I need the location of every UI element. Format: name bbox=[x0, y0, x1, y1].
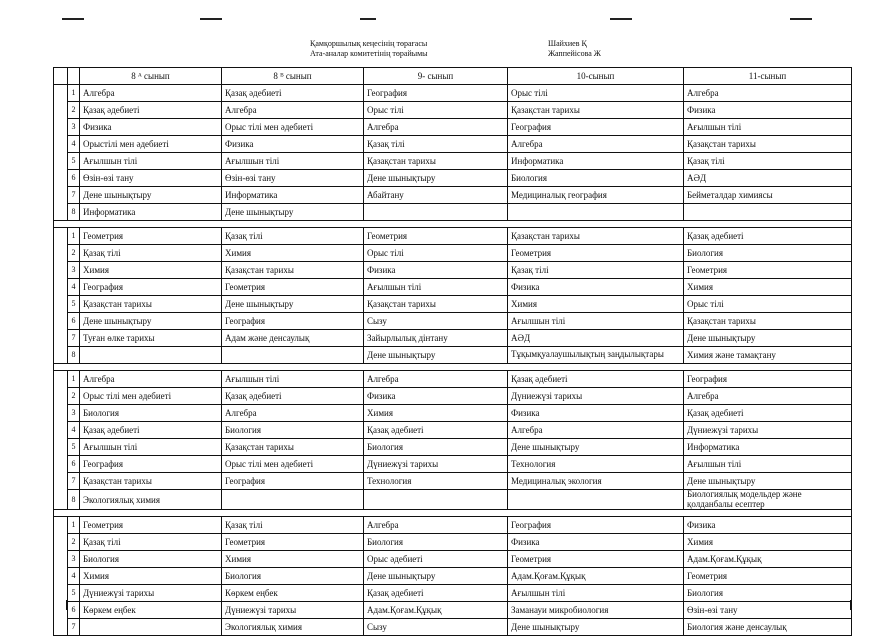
table-row bbox=[54, 422, 852, 439]
subject-cell: Орыс тілі мен әдебиеті bbox=[222, 119, 364, 136]
subject-cell: Химия bbox=[80, 262, 222, 279]
lesson-number: 4 bbox=[68, 136, 80, 153]
subject-cell: Информатика bbox=[508, 153, 684, 170]
class-header: 9- сынып bbox=[364, 68, 508, 85]
subject-cell: Орыс тілі bbox=[684, 296, 852, 313]
table-row bbox=[54, 296, 852, 313]
subject-cell: Адам.Қоғам.Құқық bbox=[684, 551, 852, 568]
subject-cell: Дене шынықтыру bbox=[80, 313, 222, 330]
schedule-table bbox=[53, 67, 852, 636]
subject-cell: АӘД bbox=[508, 330, 684, 347]
subject-cell: Орыс тілі bbox=[364, 102, 508, 119]
subject-cell: Қазақстан тарихы bbox=[684, 313, 852, 330]
subject-cell: Заманауи микробиология bbox=[508, 602, 684, 619]
lesson-number: 7 bbox=[68, 330, 80, 347]
day-cell bbox=[54, 517, 68, 636]
subject-cell: География bbox=[222, 313, 364, 330]
subject-cell: Биология bbox=[222, 568, 364, 585]
scan-mark bbox=[790, 18, 812, 20]
subject-cell: Орыс тілі мен әдебиеті bbox=[80, 388, 222, 405]
subject-cell: Қазақстан тарихы bbox=[222, 262, 364, 279]
subject-cell: География bbox=[364, 85, 508, 102]
subject-cell: Қазақстан тарихы bbox=[684, 136, 852, 153]
table-row bbox=[54, 619, 852, 636]
subject-cell: Қазақ әдебиеті bbox=[364, 422, 508, 439]
lesson-number: 7 bbox=[68, 473, 80, 490]
table-row bbox=[54, 119, 852, 136]
subject-cell: Дүниежүзі тарихы bbox=[222, 602, 364, 619]
subject-cell: Биология bbox=[80, 551, 222, 568]
subject-cell: Қазақ тілі bbox=[222, 517, 364, 534]
subject-cell: Биология bbox=[684, 245, 852, 262]
subject-cell: Ағылшын тілі bbox=[684, 456, 852, 473]
lesson-number: 5 bbox=[68, 296, 80, 313]
lesson-number: 6 bbox=[68, 313, 80, 330]
subject-cell: Дене шынықтыру bbox=[80, 187, 222, 204]
lesson-number: 8 bbox=[68, 347, 80, 364]
subject-cell bbox=[508, 490, 684, 510]
table-row bbox=[54, 388, 852, 405]
subject-cell: Алгебра bbox=[684, 85, 852, 102]
lesson-number: 6 bbox=[68, 170, 80, 187]
subject-cell: Геометрия bbox=[222, 534, 364, 551]
subject-cell: Технология bbox=[508, 456, 684, 473]
subject-cell: Биология bbox=[508, 170, 684, 187]
subject-cell: Алгебра bbox=[222, 405, 364, 422]
subject-cell: Ағылшын тілі bbox=[684, 119, 852, 136]
lesson-number: 3 bbox=[68, 551, 80, 568]
table-edge bbox=[850, 600, 851, 610]
subject-cell: Химия bbox=[684, 534, 852, 551]
subject-cell: Биология bbox=[364, 534, 508, 551]
subject-cell: Физика bbox=[684, 517, 852, 534]
subject-cell: Орыс тілі мен әдебиеті bbox=[222, 456, 364, 473]
table-row bbox=[54, 456, 852, 473]
day-separator bbox=[54, 510, 852, 517]
subject-cell: Физика bbox=[508, 279, 684, 296]
day-cell bbox=[54, 371, 68, 510]
subject-cell: Технология bbox=[364, 473, 508, 490]
lesson-number: 5 bbox=[68, 585, 80, 602]
day-separator bbox=[54, 364, 852, 371]
subject-cell: Дене шынықтыру bbox=[684, 473, 852, 490]
subject-cell bbox=[684, 204, 852, 221]
subject-cell: Ағылшын тілі bbox=[222, 371, 364, 388]
subject-cell: Алгебра bbox=[684, 388, 852, 405]
day-cell bbox=[54, 85, 68, 221]
subject-cell: Экологиялық химия bbox=[222, 619, 364, 636]
subject-cell: Дене шынықтыру bbox=[364, 568, 508, 585]
subject-cell: Дене шынықтыру bbox=[222, 204, 364, 221]
subject-cell: Өзін-өзі тану bbox=[80, 170, 222, 187]
header-left-line1: Қамқоршылық кеңесінің төрағасы bbox=[310, 39, 428, 48]
subject-cell: Қазақ әдебиеті bbox=[222, 388, 364, 405]
lesson-number: 8 bbox=[68, 204, 80, 221]
subject-cell: Физика bbox=[364, 388, 508, 405]
table-row bbox=[54, 136, 852, 153]
subject-cell: Көркем еңбек bbox=[80, 602, 222, 619]
subject-cell bbox=[364, 204, 508, 221]
subject-cell: Орыстілі мен әдебиеті bbox=[80, 136, 222, 153]
subject-cell: Геометрия bbox=[508, 551, 684, 568]
table-edge bbox=[66, 600, 67, 610]
lesson-number: 1 bbox=[68, 85, 80, 102]
subject-cell: Химия bbox=[364, 405, 508, 422]
subject-cell: Химия bbox=[222, 245, 364, 262]
table-row bbox=[54, 568, 852, 585]
subject-cell: АӘД bbox=[684, 170, 852, 187]
subject-cell: Биология және денсаулық bbox=[684, 619, 852, 636]
lesson-number: 4 bbox=[68, 279, 80, 296]
class-header: 8 ᴬ сынып bbox=[80, 68, 222, 85]
subject-cell: Химия bbox=[684, 279, 852, 296]
subject-cell: Адам.Қоғам.Құқық bbox=[508, 568, 684, 585]
subject-cell bbox=[80, 347, 222, 364]
subject-cell: Геометрия bbox=[80, 228, 222, 245]
subject-cell: Физика bbox=[222, 136, 364, 153]
lesson-number: 7 bbox=[68, 187, 80, 204]
subject-cell: География bbox=[80, 279, 222, 296]
subject-cell: Тұқымқуалаушылықтың заңдылықтары bbox=[508, 347, 684, 364]
header-left-line2: Ата-аналар комитетінің төрайымы bbox=[310, 49, 428, 58]
lesson-number: 2 bbox=[68, 102, 80, 119]
class-header-row bbox=[54, 68, 852, 85]
subject-cell: Қазақ тілі bbox=[80, 534, 222, 551]
lesson-number: 3 bbox=[68, 119, 80, 136]
subject-cell: Дүниежүзі тарихы bbox=[80, 585, 222, 602]
table-row bbox=[54, 85, 852, 102]
subject-cell: Өзін-өзі тану bbox=[222, 170, 364, 187]
lesson-number: 7 bbox=[68, 619, 80, 636]
class-header: 8 ᴮ сынып bbox=[222, 68, 364, 85]
subject-cell: Қазақстан тарихы bbox=[508, 102, 684, 119]
table-row bbox=[54, 517, 852, 534]
subject-cell bbox=[80, 619, 222, 636]
table-row bbox=[54, 602, 852, 619]
subject-cell: Қазақ тілі bbox=[508, 262, 684, 279]
subject-cell: Геометрия bbox=[684, 568, 852, 585]
subject-cell: Геометрия bbox=[80, 517, 222, 534]
lesson-number: 5 bbox=[68, 153, 80, 170]
subject-cell: Алгебра bbox=[364, 371, 508, 388]
table-row bbox=[54, 585, 852, 602]
lesson-number: 2 bbox=[68, 245, 80, 262]
subject-cell: Туған өлке тарихы bbox=[80, 330, 222, 347]
lesson-number: 2 bbox=[68, 534, 80, 551]
subject-cell: Химия bbox=[508, 296, 684, 313]
subject-cell: Адам.Қоғам.Құқық bbox=[364, 602, 508, 619]
subject-cell: Химия bbox=[80, 568, 222, 585]
subject-cell: Химия және тамақтану bbox=[684, 347, 852, 364]
subject-cell: Биологиялық модельдер және қолданбалы есептер bbox=[684, 490, 852, 510]
subject-cell: География bbox=[508, 517, 684, 534]
subject-cell: Дүниежүзі тарихы bbox=[508, 388, 684, 405]
subject-cell: Дене шынықтыру bbox=[364, 347, 508, 364]
subject-cell: Алгебра bbox=[508, 422, 684, 439]
subject-cell: Көркем еңбек bbox=[222, 585, 364, 602]
subject-cell: Бейметалдар химиясы bbox=[684, 187, 852, 204]
subject-cell: Информатика bbox=[222, 187, 364, 204]
subject-cell: Информатика bbox=[80, 204, 222, 221]
lesson-number: 2 bbox=[68, 388, 80, 405]
subject-cell: Алгебра bbox=[80, 85, 222, 102]
subject-cell: Дене шынықтыру bbox=[508, 439, 684, 456]
lesson-number: 3 bbox=[68, 405, 80, 422]
table-row bbox=[54, 490, 852, 510]
subject-cell: Зайырлылық дінтану bbox=[364, 330, 508, 347]
subject-cell: Биология bbox=[80, 405, 222, 422]
subject-cell: География bbox=[508, 119, 684, 136]
table-row bbox=[54, 153, 852, 170]
lesson-number: 8 bbox=[68, 490, 80, 510]
subject-cell: Қазақ тілі bbox=[80, 245, 222, 262]
lesson-number: 4 bbox=[68, 422, 80, 439]
class-header: 11-сынып bbox=[684, 68, 852, 85]
corner-cell bbox=[68, 68, 80, 85]
lesson-number: 1 bbox=[68, 228, 80, 245]
subject-cell: Қазақ тілі bbox=[684, 153, 852, 170]
subject-cell: Медициналық география bbox=[508, 187, 684, 204]
lesson-number: 3 bbox=[68, 262, 80, 279]
subject-cell: Физика bbox=[508, 405, 684, 422]
separator-cell bbox=[54, 221, 852, 228]
subject-cell: Экологиялық химия bbox=[80, 490, 222, 510]
subject-cell: Биология bbox=[222, 422, 364, 439]
subject-cell: Алгебра bbox=[508, 136, 684, 153]
header-right-line1: Шайхиев Қ bbox=[548, 39, 587, 48]
lesson-number: 1 bbox=[68, 371, 80, 388]
subject-cell: Ағылшын тілі bbox=[508, 585, 684, 602]
subject-cell: Ағылшын тілі bbox=[364, 279, 508, 296]
subject-cell: Сызу bbox=[364, 313, 508, 330]
table-row bbox=[54, 102, 852, 119]
subject-cell bbox=[222, 490, 364, 510]
subject-cell: Қазақ әдебиеті bbox=[684, 228, 852, 245]
subject-cell: Қазақстан тарихы bbox=[80, 296, 222, 313]
subject-cell: Орыс тілі bbox=[364, 245, 508, 262]
subject-cell: Қазақстан тарихы bbox=[364, 296, 508, 313]
subject-cell: Медициналық экология bbox=[508, 473, 684, 490]
separator-cell bbox=[54, 364, 852, 371]
subject-cell: Сызу bbox=[364, 619, 508, 636]
subject-cell: Биология bbox=[684, 585, 852, 602]
subject-cell: Дене шынықтыру bbox=[364, 170, 508, 187]
table-row bbox=[54, 473, 852, 490]
lesson-number: 1 bbox=[68, 517, 80, 534]
subject-cell: География bbox=[222, 473, 364, 490]
subject-cell: Қазақ әдебиеті bbox=[684, 405, 852, 422]
subject-cell: Қазақ әдебиеті bbox=[80, 422, 222, 439]
subject-cell: Дене шынықтыру bbox=[684, 330, 852, 347]
subject-cell: Физика bbox=[80, 119, 222, 136]
subject-cell: Орыс әдебиеті bbox=[364, 551, 508, 568]
table-row bbox=[54, 439, 852, 456]
subject-cell: Геометрия bbox=[508, 245, 684, 262]
subject-cell: Қазақ әдебиеті bbox=[508, 371, 684, 388]
table-row bbox=[54, 228, 852, 245]
subject-cell: Қазақстан тарихы bbox=[508, 228, 684, 245]
subject-cell: Физика bbox=[508, 534, 684, 551]
subject-cell: География bbox=[684, 371, 852, 388]
subject-cell: Қазақ әдебиеті bbox=[222, 85, 364, 102]
subject-cell: Дене шынықтыру bbox=[508, 619, 684, 636]
subject-cell: Қазақстан тарихы bbox=[222, 439, 364, 456]
subject-cell: Информатика bbox=[684, 439, 852, 456]
subject-cell: Физика bbox=[364, 262, 508, 279]
subject-cell: Ағылшын тілі bbox=[80, 153, 222, 170]
subject-cell: Абайтану bbox=[364, 187, 508, 204]
corner-cell bbox=[54, 68, 68, 85]
subject-cell: Ағылшын тілі bbox=[222, 153, 364, 170]
table-row bbox=[54, 187, 852, 204]
class-header: 10-сынып bbox=[508, 68, 684, 85]
subject-cell bbox=[508, 204, 684, 221]
table-row bbox=[54, 245, 852, 262]
lesson-number: 5 bbox=[68, 439, 80, 456]
subject-cell: Геометрия bbox=[222, 279, 364, 296]
subject-cell: Ағылшын тілі bbox=[80, 439, 222, 456]
subject-cell: Қазақ әдебиеті bbox=[364, 585, 508, 602]
subject-cell bbox=[364, 490, 508, 510]
subject-cell: Алгебра bbox=[364, 517, 508, 534]
subject-cell: Қазақстан тарихы bbox=[364, 153, 508, 170]
header-right-line2: Жаппейісова Ж bbox=[548, 49, 601, 58]
table-row bbox=[54, 551, 852, 568]
scan-mark bbox=[200, 18, 222, 20]
subject-cell: Алгебра bbox=[222, 102, 364, 119]
table-row bbox=[54, 279, 852, 296]
subject-cell: Биология bbox=[364, 439, 508, 456]
subject-cell: Ағылшын тілі bbox=[508, 313, 684, 330]
table-row bbox=[54, 534, 852, 551]
table-row bbox=[54, 262, 852, 279]
subject-cell: Дүниежүзі тарихы bbox=[684, 422, 852, 439]
subject-cell: Алгебра bbox=[364, 119, 508, 136]
table-row bbox=[54, 204, 852, 221]
table-row bbox=[54, 170, 852, 187]
subject-cell: Физика bbox=[684, 102, 852, 119]
table-row bbox=[54, 330, 852, 347]
subject-cell: Қазақ тілі bbox=[364, 136, 508, 153]
day-cell bbox=[54, 228, 68, 364]
separator-cell bbox=[54, 510, 852, 517]
subject-cell: География bbox=[80, 456, 222, 473]
subject-cell: Алгебра bbox=[80, 371, 222, 388]
subject-cell: Химия bbox=[222, 551, 364, 568]
subject-cell: Дүниежүзі тарихы bbox=[364, 456, 508, 473]
scan-mark bbox=[610, 18, 632, 20]
day-separator bbox=[54, 221, 852, 228]
subject-cell: Өзін-өзі тану bbox=[684, 602, 852, 619]
table-row bbox=[54, 313, 852, 330]
subject-cell: Қазақ тілі bbox=[222, 228, 364, 245]
scan-mark bbox=[360, 18, 376, 20]
subject-cell: Орыс тілі bbox=[508, 85, 684, 102]
subject-cell: Қазақстан тарихы bbox=[80, 473, 222, 490]
subject-cell bbox=[222, 347, 364, 364]
lesson-number: 6 bbox=[68, 602, 80, 619]
subject-cell: Дене шынықтыру bbox=[222, 296, 364, 313]
subject-cell: Қазақ әдебиеті bbox=[80, 102, 222, 119]
table-row bbox=[54, 347, 852, 364]
subject-cell: Геометрия bbox=[684, 262, 852, 279]
subject-cell: Геометрия bbox=[364, 228, 508, 245]
table-row bbox=[54, 371, 852, 388]
subject-cell: Адам және денсаулық bbox=[222, 330, 364, 347]
lesson-number: 4 bbox=[68, 568, 80, 585]
scan-mark bbox=[62, 18, 84, 20]
table-row bbox=[54, 405, 852, 422]
lesson-number: 6 bbox=[68, 456, 80, 473]
